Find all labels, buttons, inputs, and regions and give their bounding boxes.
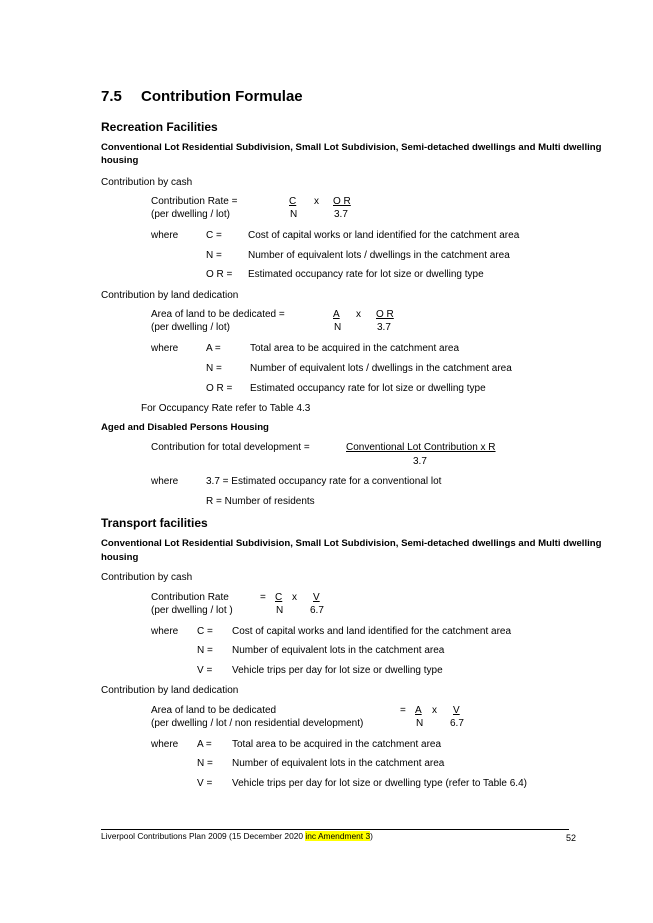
transport-land-def-sym: N = bbox=[197, 758, 213, 769]
recreation-land-def-text: Estimated occupancy rate for lot size or dwelling type bbox=[250, 383, 486, 394]
recreation-land-a: A bbox=[333, 309, 340, 320]
transport-land-label: Contribution by land dedication bbox=[101, 685, 239, 696]
transport-land-val: 6.7 bbox=[450, 718, 464, 729]
transport-land-def-text: Total area to be acquired in the catchment area bbox=[232, 739, 442, 750]
page-number: 52 bbox=[566, 833, 577, 843]
transport-land-x: x bbox=[432, 705, 437, 716]
recreation-subtitle-line1: Conventional Lot Residential Subdivision, Small Lot Subdivision, Semi-detached dwellings and Multi dwelling bbox=[101, 142, 602, 153]
transport-land-a: A bbox=[415, 705, 422, 716]
transport-cash-def-text: Cost of capital works and land identified for the catchment area bbox=[232, 626, 512, 637]
recreation-cash-val: 3.7 bbox=[334, 209, 348, 220]
recreation-land-def-sym: N = bbox=[206, 363, 222, 374]
footer-close-paren: ) bbox=[370, 831, 373, 841]
recreation-cash-where: where bbox=[151, 230, 179, 241]
aged-denominator: 3.7 bbox=[413, 456, 427, 467]
recreation-cash-rate-label: Contribution Rate = bbox=[151, 196, 238, 207]
transport-cash-rate-label: Contribution Rate bbox=[151, 592, 229, 603]
recreation-cash-c: C bbox=[289, 196, 297, 207]
transport-cash-def-text: Number of equivalent lots in the catchment area bbox=[232, 645, 445, 656]
recreation-cash-def-sym: C = bbox=[206, 230, 222, 241]
recreation-land-x: x bbox=[356, 309, 361, 320]
recreation-cash-or: O R bbox=[333, 196, 351, 207]
aged-def1: 3.7 = Estimated occupancy rate for a conventional lot bbox=[206, 476, 442, 487]
recreation-cash-x: x bbox=[314, 196, 319, 207]
recreation-land-def-sym: O R = bbox=[206, 383, 233, 394]
transport-title: Transport facilities bbox=[101, 516, 208, 530]
recreation-cash-def-text: Number of equivalent lots / dwellings in the catchment area bbox=[248, 250, 510, 261]
recreation-land-label: Contribution by land dedication bbox=[101, 290, 239, 301]
transport-land-rate-label: Area of land to be dedicated bbox=[151, 705, 277, 716]
recreation-land-n: N bbox=[334, 322, 342, 333]
aged-numerator: Conventional Lot Contribution x R bbox=[346, 442, 496, 453]
transport-cash-label: Contribution by cash bbox=[101, 572, 193, 583]
transport-land-where: where bbox=[151, 739, 179, 750]
transport-cash-where: where bbox=[151, 626, 179, 637]
footer-rule bbox=[101, 829, 569, 830]
recreation-land-rate-label: Area of land to be dedicated = bbox=[151, 309, 285, 320]
transport-cash-eq: = bbox=[260, 592, 266, 603]
transport-land-eq: = bbox=[400, 705, 406, 716]
aged-where: where bbox=[151, 476, 179, 487]
section-title: Contribution Formulae bbox=[141, 88, 303, 105]
transport-cash-def-text: Vehicle trips per day for lot size or dwelling type bbox=[232, 665, 443, 676]
aged-formula-label: Contribution for total development = bbox=[151, 442, 310, 453]
recreation-land-or: O R bbox=[376, 309, 394, 320]
transport-land-def-sym: A = bbox=[197, 739, 212, 750]
recreation-title: Recreation Facilities bbox=[101, 120, 218, 134]
section-number: 7.5 bbox=[101, 88, 122, 105]
transport-land-v: V bbox=[453, 705, 460, 716]
transport-cash-val: 6.7 bbox=[310, 605, 324, 616]
transport-land-n: N bbox=[416, 718, 424, 729]
transport-land-def-text: Number of equivalent lots in the catchment area bbox=[232, 758, 445, 769]
transport-subtitle-line1: Conventional Lot Residential Subdivision, Small Lot Subdivision, Semi-detached dwellings and Multi dwelling bbox=[101, 538, 602, 549]
occupancy-rate-note: For Occupancy Rate refer to Table 4.3 bbox=[141, 403, 311, 414]
recreation-land-def-text: Total area to be acquired in the catchment area bbox=[250, 343, 460, 354]
recreation-land-where: where bbox=[151, 343, 179, 354]
transport-cash-x: x bbox=[292, 592, 297, 603]
recreation-land-rate-sub: (per dwelling / lot) bbox=[151, 322, 230, 333]
transport-cash-v: V bbox=[313, 592, 320, 603]
transport-cash-n: N bbox=[276, 605, 284, 616]
recreation-land-def-sym: A = bbox=[206, 343, 221, 354]
transport-land-rate-sub: (per dwelling / lot / non residential development) bbox=[151, 718, 364, 729]
recreation-cash-label: Contribution by cash bbox=[101, 177, 193, 188]
recreation-cash-def-sym: O R = bbox=[206, 269, 233, 280]
footer-text bbox=[101, 831, 373, 841]
footer-amendment-highlight: inc Amendment 3 bbox=[305, 831, 371, 841]
recreation-cash-def-text: Estimated occupancy rate for lot size or dwelling type bbox=[248, 269, 484, 280]
recreation-land-def-text: Number of equivalent lots / dwellings in the catchment area bbox=[250, 363, 512, 374]
transport-cash-def-sym: V = bbox=[197, 665, 213, 676]
transport-cash-rate-sub: (per dwelling / lot ) bbox=[151, 605, 233, 616]
transport-land-def-sym: V = bbox=[197, 778, 213, 789]
recreation-cash-rate-sub: (per dwelling / lot) bbox=[151, 209, 230, 220]
recreation-subtitle-line2: housing bbox=[101, 155, 139, 166]
aged-def2: R = Number of residents bbox=[206, 496, 315, 507]
recreation-cash-n: N bbox=[290, 209, 298, 220]
transport-subtitle-line2: housing bbox=[101, 552, 139, 563]
transport-cash-c: C bbox=[275, 592, 283, 603]
footer-plan-title: Liverpool Contributions Plan 2009 (15 December 2020 bbox=[101, 831, 306, 841]
transport-land-def-text: Vehicle trips per day for lot size or dwelling type (refer to Table 6.4) bbox=[232, 778, 527, 789]
transport-cash-def-sym: N = bbox=[197, 645, 213, 656]
recreation-cash-def-sym: N = bbox=[206, 250, 222, 261]
recreation-land-val: 3.7 bbox=[377, 322, 391, 333]
aged-title: Aged and Disabled Persons Housing bbox=[101, 422, 269, 433]
recreation-cash-def-text: Cost of capital works or land identified for the catchment area bbox=[248, 230, 520, 241]
transport-cash-def-sym: C = bbox=[197, 626, 213, 637]
